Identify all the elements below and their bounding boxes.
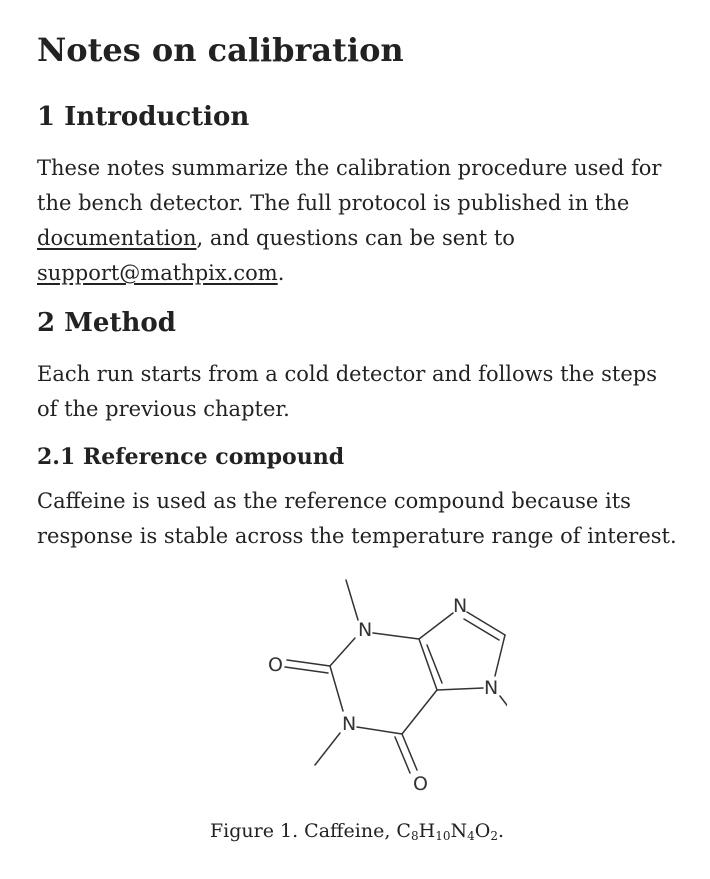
section-heading-introduction: 1 Introduction <box>37 102 250 132</box>
bond-c2-o-a <box>287 660 330 666</box>
intro-text-after: . <box>277 261 285 285</box>
bond-fusion-b <box>427 645 442 683</box>
bond-n3-methyl <box>315 733 340 765</box>
bond-c2-o-b <box>285 667 328 673</box>
caffeine-structure-diagram <box>227 572 507 802</box>
bond-n1-c2 <box>330 638 355 666</box>
bond-n1-c5 <box>373 633 419 639</box>
formula-hydrogen: H <box>418 820 436 842</box>
documentation-link[interactable]: documentation <box>37 226 197 250</box>
atom-n9-label: N <box>453 595 468 617</box>
reference-compound-paragraph: Caffeine is used as the reference compound because its response is stable across the temperature range of interest. <box>37 489 677 548</box>
bond-ch-n <box>495 635 505 676</box>
caption-prefix: Figure 1. Caffeine, <box>209 820 397 842</box>
section-heading-method: 2 Method <box>37 308 176 338</box>
page-title: Notes on calibration <box>37 31 404 69</box>
bond-c4-o-b <box>395 737 410 773</box>
intro-text-before: These notes summarize the calibration procedure used for the bench detector. The full protocol is published in the <box>37 156 662 215</box>
atom-n3-label: N <box>342 713 357 735</box>
molecule-bonds <box>285 580 507 773</box>
bond-c4-o-a <box>402 734 417 770</box>
formula-oxygen-count: 2 <box>490 829 498 843</box>
bond-n3-c4 <box>357 727 402 734</box>
method-paragraph: Each run starts from a cold detector and follows the steps of the previous chapter. <box>37 362 658 421</box>
bond-n-c5 <box>437 688 483 690</box>
atom-o6-label: O <box>413 773 428 795</box>
introduction-paragraph <box>37 151 677 291</box>
atom-n7-label: N <box>484 677 499 699</box>
figure-caption <box>37 816 677 846</box>
caption-suffix: . <box>497 820 504 842</box>
bond-c4-c5 <box>402 690 437 734</box>
formula-hydrogen-count: 10 <box>435 829 451 843</box>
formula-nitrogen: N <box>450 820 468 842</box>
formula-carbon: C <box>396 820 411 842</box>
atom-n1-label: N <box>358 619 373 641</box>
formula-carbon-count: 8 <box>410 829 419 843</box>
subsection-heading-reference-compound: 2.1 Reference compound <box>37 444 345 470</box>
molecule-atom-labels <box>268 595 498 795</box>
atom-o2-label: O <box>268 654 283 676</box>
formula-nitrogen-count: 4 <box>467 829 475 843</box>
formula-oxygen: O <box>474 820 491 842</box>
support-email-link[interactable]: support@mathpix.com <box>37 261 278 285</box>
bond-c2-n3 <box>330 666 343 711</box>
bond-c-n-imidazole <box>419 613 453 639</box>
bond-n-methyl <box>500 696 507 729</box>
intro-text-middle: , and questions can be sent to <box>196 226 515 250</box>
bond-n-ch-b <box>464 619 499 640</box>
bond-n1-methyl <box>346 580 358 620</box>
